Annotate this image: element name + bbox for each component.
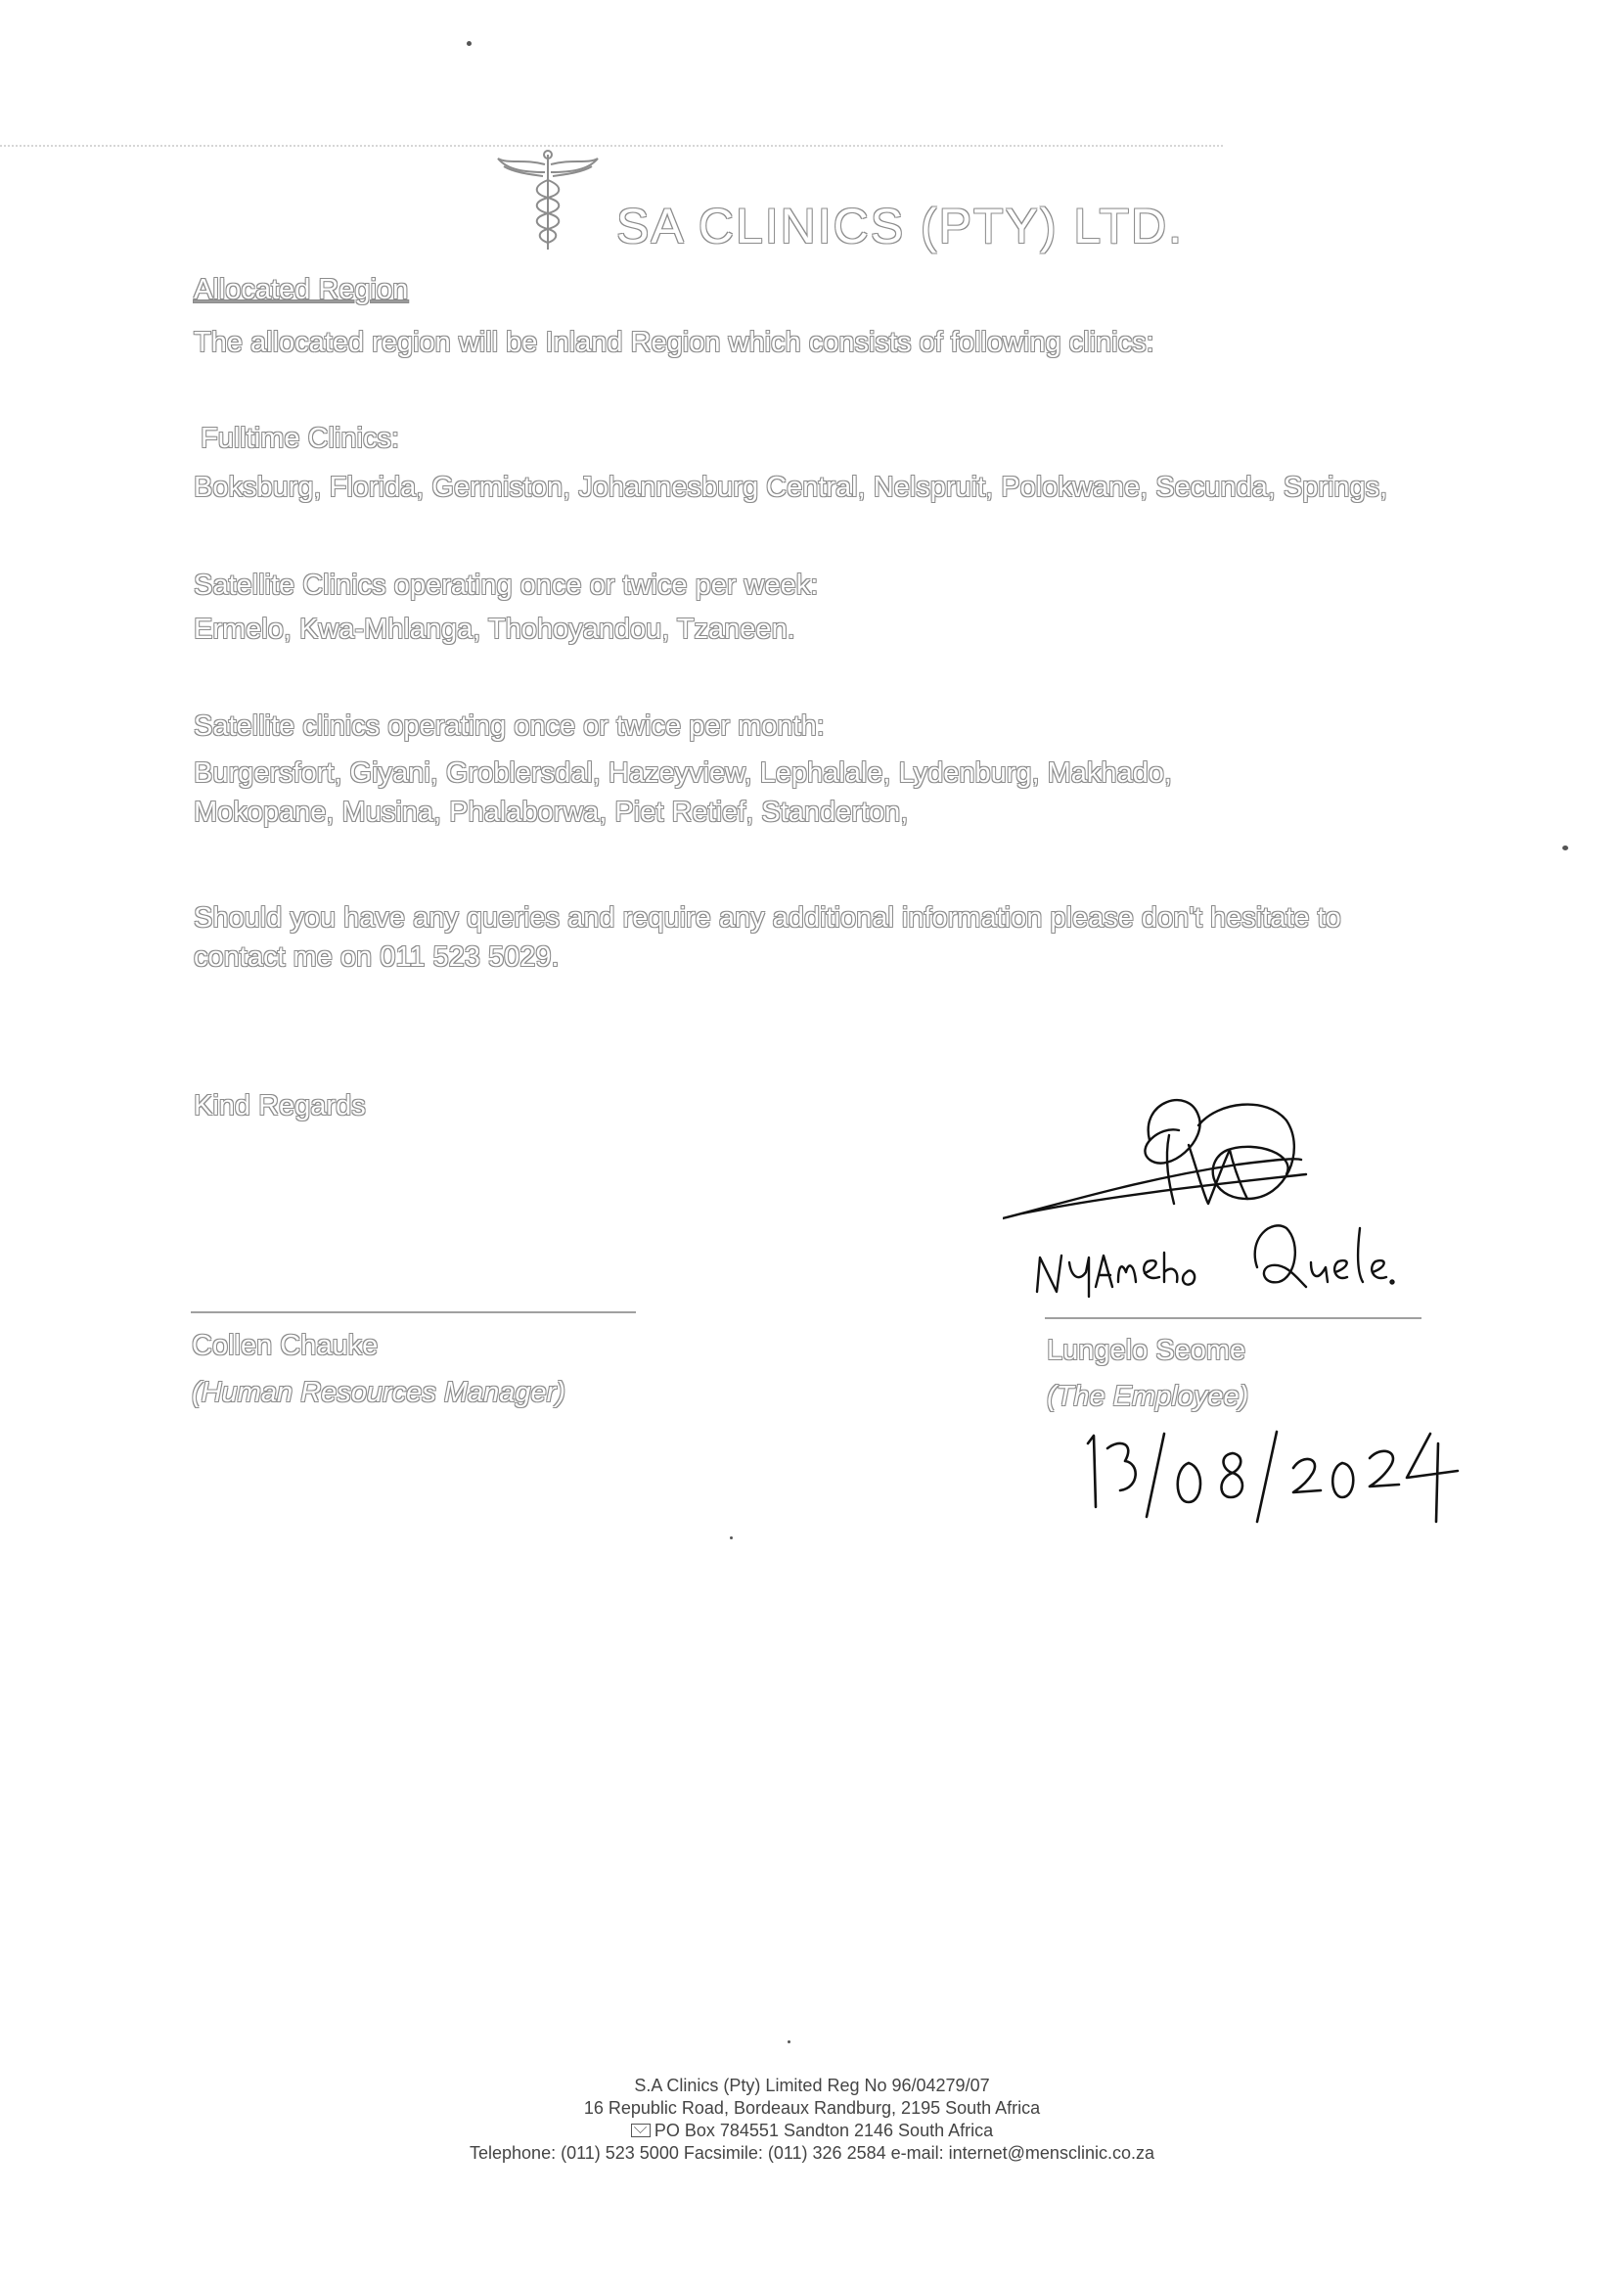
kind-regards: Kind Regards: [194, 1090, 366, 1121]
employee-name: Lungelo Seome: [1047, 1335, 1246, 1366]
scan-speck: [467, 41, 472, 46]
footer: [0, 2075, 1624, 2165]
fulltime-clinics-list: Boksburg, Florida, Germiston, Johannesburg Central, Nelspruit, Polokwane, Secunda, Springs,: [194, 472, 1388, 503]
contact-paragraph: Should you have any queries and require any additional information please don't hesitate to contact me on 011 523 5029.: [194, 902, 1341, 973]
scan-speck: [788, 2040, 790, 2043]
monthly-satellite-heading: Satellite clinics operating once or twice per month:: [194, 710, 825, 742]
footer-pobox-text: PO Box 784551 Sandton 2146 South Africa: [654, 2121, 994, 2140]
manager-name: Collen Chauke: [192, 1330, 379, 1361]
monthly-satellite-list: Burgersfort, Giyani, Groblersdal, Hazeyview, Lephalale, Lydenburg, Makhado, Mokopane, Musina, Phalaborwa, Piet Retief, Standerton,: [194, 757, 1172, 828]
scan-speck: [1562, 846, 1568, 850]
weekly-satellite-list: Ermelo, Kwa-Mhlanga, Thohoyandou, Tzaneen.: [194, 614, 795, 645]
employee-signature: [1003, 1081, 1560, 1321]
scan-speck: [730, 1536, 733, 1539]
employee-title: (The Employee): [1047, 1381, 1249, 1412]
caduceus-icon: [494, 147, 602, 254]
letterhead: [494, 147, 1185, 254]
fulltime-clinics-heading: Fulltime Clinics:: [201, 423, 400, 454]
footer-reg-line: S.A Clinics (Pty) Limited Reg No 96/04279/07: [634, 2076, 990, 2095]
signature-line-manager: [191, 1311, 636, 1313]
section-heading: Allocated Region: [194, 274, 409, 305]
mail-icon: [631, 2124, 651, 2137]
handwritten-date: [1076, 1414, 1487, 1532]
company-name: SA CLINICS (PTY) LTD.: [616, 199, 1185, 253]
footer-address-line: 16 Republic Road, Bordeaux Randburg, 2195 South Africa: [583, 2098, 1041, 2118]
signature-line-employee: [1045, 1317, 1421, 1319]
manager-title: (Human Resources Manager): [192, 1377, 565, 1408]
footer-contact-line: Telephone: (011) 523 5000 Facsimile: (011) 326 2584 e-mail: internet@mensclinic.co.za: [470, 2143, 1154, 2163]
weekly-satellite-heading: Satellite Clinics operating once or twice per week:: [194, 570, 819, 601]
intro-paragraph: The allocated region will be Inland Region which consists of following clinics:: [194, 327, 1154, 358]
footer-pobox-line: [0, 2120, 1624, 2142]
